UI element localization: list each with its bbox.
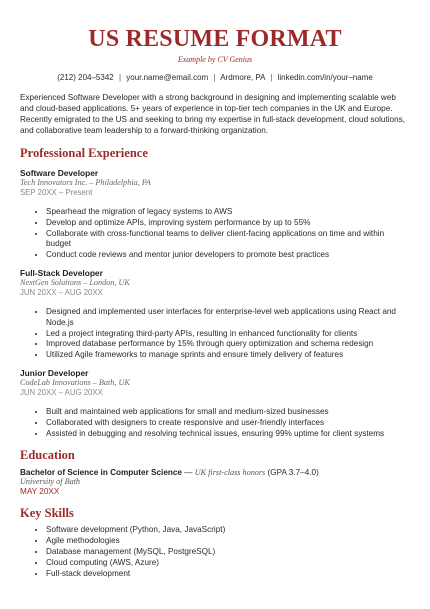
job-bullet: • Spearhead the migration of legacy systems to AWS xyxy=(46,207,410,218)
resume-title: US RESUME FORMAT xyxy=(88,26,342,52)
job-bullet: • Designed and implemented user interfaces for enterprise-level web applications using React and Node.js xyxy=(46,307,410,329)
job-entry xyxy=(20,368,410,439)
contact-email[interactable]: your.name@email.com xyxy=(126,73,209,82)
job-bullet: • Collaborated with designers to create responsive and user-friendly interfaces xyxy=(46,418,410,429)
skill-item: • Cloud computing (AWS, Azure) xyxy=(46,558,410,569)
job-title: Full-Stack Developer xyxy=(20,267,103,278)
job-bullet: • Led a project integrating third-party APIs, resulting in enhanced functionality for clients xyxy=(46,329,410,340)
education-year: MAY 20XX xyxy=(20,487,60,497)
contact-location: Ardmore, PA xyxy=(220,73,266,82)
job-bullet: • Improved database performance by 15% through query optimization and schema redesign xyxy=(46,339,410,350)
job-title: Software Developer xyxy=(20,168,99,178)
contact-separator: | xyxy=(118,73,122,82)
education-school: University of Bath xyxy=(20,477,81,487)
job-bullet: • Utilized Agile frameworks to manage sprints and ensure timely delivery of features xyxy=(46,350,410,361)
job-bullet: • Collaborate with cross-functional teams to deliver client-facing applications on time and within budget xyxy=(46,229,410,251)
job-bullets xyxy=(20,207,410,261)
education-heading: Education xyxy=(20,448,75,463)
skills-list xyxy=(20,525,410,579)
contact-separator: | xyxy=(213,73,216,82)
experience-heading: Professional Experience xyxy=(20,146,148,160)
job-dates: SEP 20XX – Present xyxy=(20,188,93,197)
education-honors: UK first-class honors xyxy=(194,468,266,478)
job-bullets xyxy=(20,307,410,361)
skill-item: • Database management (MySQL, PostgreSQL) xyxy=(46,547,410,558)
job-company: Tech Innovators Inc. – Philadelphia, PA xyxy=(20,178,151,187)
education-dash: — xyxy=(181,468,195,478)
contact-phone: (212) 204–5342 xyxy=(57,73,114,82)
job-dates: JUN 20XX – AUG 20XX xyxy=(20,387,103,397)
contact-separator: | xyxy=(270,73,273,82)
job-bullets xyxy=(20,407,410,439)
professional-summary: Experienced Software Developer with a strong background in designing and implementing scalable web and cloud-based applications. 5+ years of experience in top-tier tech companies in the UK and Europe. Recently emigrated to the US and seeking to bring my expertise in full-stack development, cloud solutions, and collaborative team leadership to a forward-thinking organization. xyxy=(20,93,406,135)
job-entry xyxy=(20,168,410,261)
job-company: NextGen Solutions – London, UK xyxy=(20,277,130,287)
job-dates: JUN 20XX – AUG 20XX xyxy=(20,287,103,297)
education-degree-line xyxy=(20,468,410,477)
skill-item: • Software development (Python, Java, JavaScript) xyxy=(46,525,410,536)
contact-line xyxy=(20,73,410,82)
job-entry xyxy=(20,268,410,361)
job-bullet: • Conduct code reviews and mentor junior developers to promote best practices xyxy=(46,250,410,261)
skills-heading: Key Skills xyxy=(20,506,74,521)
resume-subtitle: Example by CV Genius xyxy=(177,55,253,64)
job-bullet: • Built and maintained web applications for small and medium-sized businesses xyxy=(46,407,410,418)
job-bullet: • Assisted in debugging and resolving technical issues, ensuring 99% uptime for client systems xyxy=(46,429,410,440)
education-gpa: (GPA 3.7–4.0) xyxy=(265,468,319,478)
education-degree: Bachelor of Science in Computer Science xyxy=(20,468,182,478)
education-entry xyxy=(20,468,410,497)
job-title: Junior Developer xyxy=(20,367,89,378)
skill-item: • Full-stack development xyxy=(46,569,410,580)
contact-linkedin[interactable]: linkedin.com/in/your–name xyxy=(277,73,373,82)
job-company: CodeLab Innovations – Bath, UK xyxy=(20,377,130,387)
skill-item: • Agile methodologies xyxy=(46,536,410,547)
job-bullet: • Develop and optimize APIs, improving system performance by up to 55% xyxy=(46,218,410,229)
